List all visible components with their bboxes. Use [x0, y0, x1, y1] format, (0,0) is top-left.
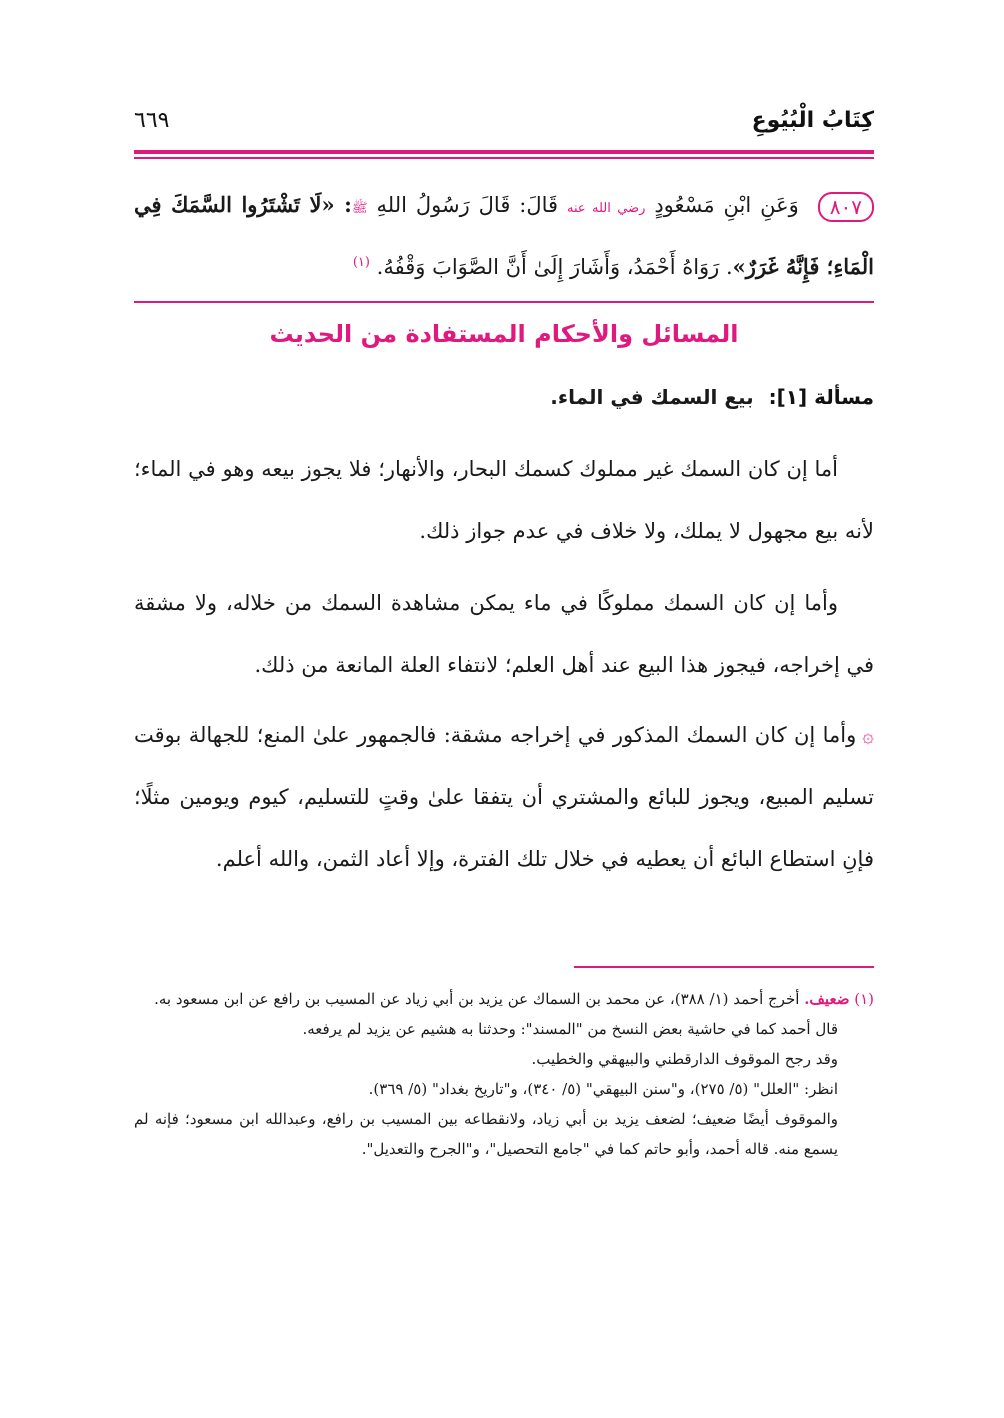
page [134, 0, 874, 1418]
header-rule-thin [134, 157, 874, 159]
footnote-separator [574, 966, 874, 968]
paragraph-text: وأما إن كان السمك المذكور في إخراجه مشقة: فالجمهور علىٰ المنع؛ للجهالة بوقت تسليم المبيع، ويجوز للبائع والمشتري أن يتفقا علىٰ وقتٍ للتسليم، كيوم ويومين مثلًا؛ فإنِ استطاع البائع أن يعطيه في خلال تلك الفترة، وإلا أعاد الثمن، والله أعلم. [134, 723, 874, 871]
page-number: ٦٦٩ [134, 108, 170, 133]
hadith-intro: وَعَنِ ابْنِ مَسْعُودٍ [654, 193, 799, 217]
paragraph-3 [134, 704, 874, 890]
footnote-marker[interactable]: (١) [352, 255, 370, 270]
hadith-text [134, 178, 874, 294]
companion-honorific: رضي الله عنه [566, 201, 646, 216]
footnote-line: والموقوف أيضًا ضعيف؛ لضعف يزيد بن أبي زياد، ولانقطاعه بين المسيب بن رافع، وعبدالله ابن مسعود؛ فإنه لم يسمع منه. قاله أحمد، وأبو حاتم كما في "جامع التحصيل"، و"الجرح والتعديل". [134, 1110, 838, 1158]
hadith-said: قَالَ: قَالَ رَسُولُ اللهِ [376, 193, 559, 217]
page-header [134, 108, 874, 148]
footnote-line: قال أحمد كما في حاشية بعض النسخ من "المسند": وحدثنا به هشيم عن يزيد لم يرفعه. [302, 1020, 838, 1038]
prophet-honorific: ﷺ [351, 201, 368, 216]
footnotes [134, 984, 874, 1164]
question-label: مسألة [١]: [768, 385, 874, 409]
paragraph-text-container [134, 704, 874, 890]
footnote-line: انظر: "العلل" (٥/ ٢٧٥)، و"سنن البيهقي" (٥/ ٣٤٠)، و"تاريخ بغداد" (٥/ ٣٦٩). [368, 1080, 838, 1098]
section-heading: المسائل والأحكام المستفادة من الحديث [269, 320, 739, 348]
footnote-number: (١) [854, 990, 874, 1008]
footnote-text: أخرج أحمد (١/ ٣٨٨)، عن محمد بن السماك عن يزيد بن أبي زياد عن المسيب بن رافع عن ابن مسعود به. [154, 990, 800, 1008]
footnote-grade: ضعيف. [804, 990, 850, 1008]
question-heading [550, 385, 874, 409]
footnote-line: وقد رجح الموقوف الدارقطني والبيهقي والخطيب. [531, 1050, 838, 1068]
hadith-number-badge: ٨٠٧ [818, 192, 874, 222]
paragraph-2 [134, 572, 874, 696]
header-rule-thick [134, 150, 874, 154]
paragraph-text: وأما إن كان السمك مملوكًا في ماء يمكن مشاهدة السمك من خلاله، ولا مشقة في إخراجه، فيجوز هذا البيع عند أهل العلم؛ لانتفاء العلة المانعة من ذلك. [134, 591, 874, 677]
hadith-after: . رَوَاهُ أَحْمَدُ، وَأَشَارَ إِلَىٰ أَنَّ الصَّوَابَ وَقْفُهُ. [376, 255, 733, 279]
section-rule [134, 301, 874, 303]
star-ornament-icon: ۞ [862, 723, 874, 747]
hadith-quote: : «لَا تَشْتَرُوا السَّمَكَ فِي الْمَاءِ؛ فَإِنَّهُ غَرَرٌ» [134, 192, 874, 279]
paragraph-text: أما إن كان السمك غير مملوك كسمك البحار، والأنهار؛ فلا يجوز بيعه وهو في الماء؛ لأنه بيع مجهول لا يملك، ولا خلاف في عدم جواز ذلك. [134, 457, 874, 543]
book-title: كِتَابُ الْبُيُوعِ [751, 108, 874, 133]
footnote-line [134, 984, 874, 1014]
paragraph-1 [134, 438, 874, 562]
question-title: بيع السمك في الماء. [550, 385, 754, 409]
